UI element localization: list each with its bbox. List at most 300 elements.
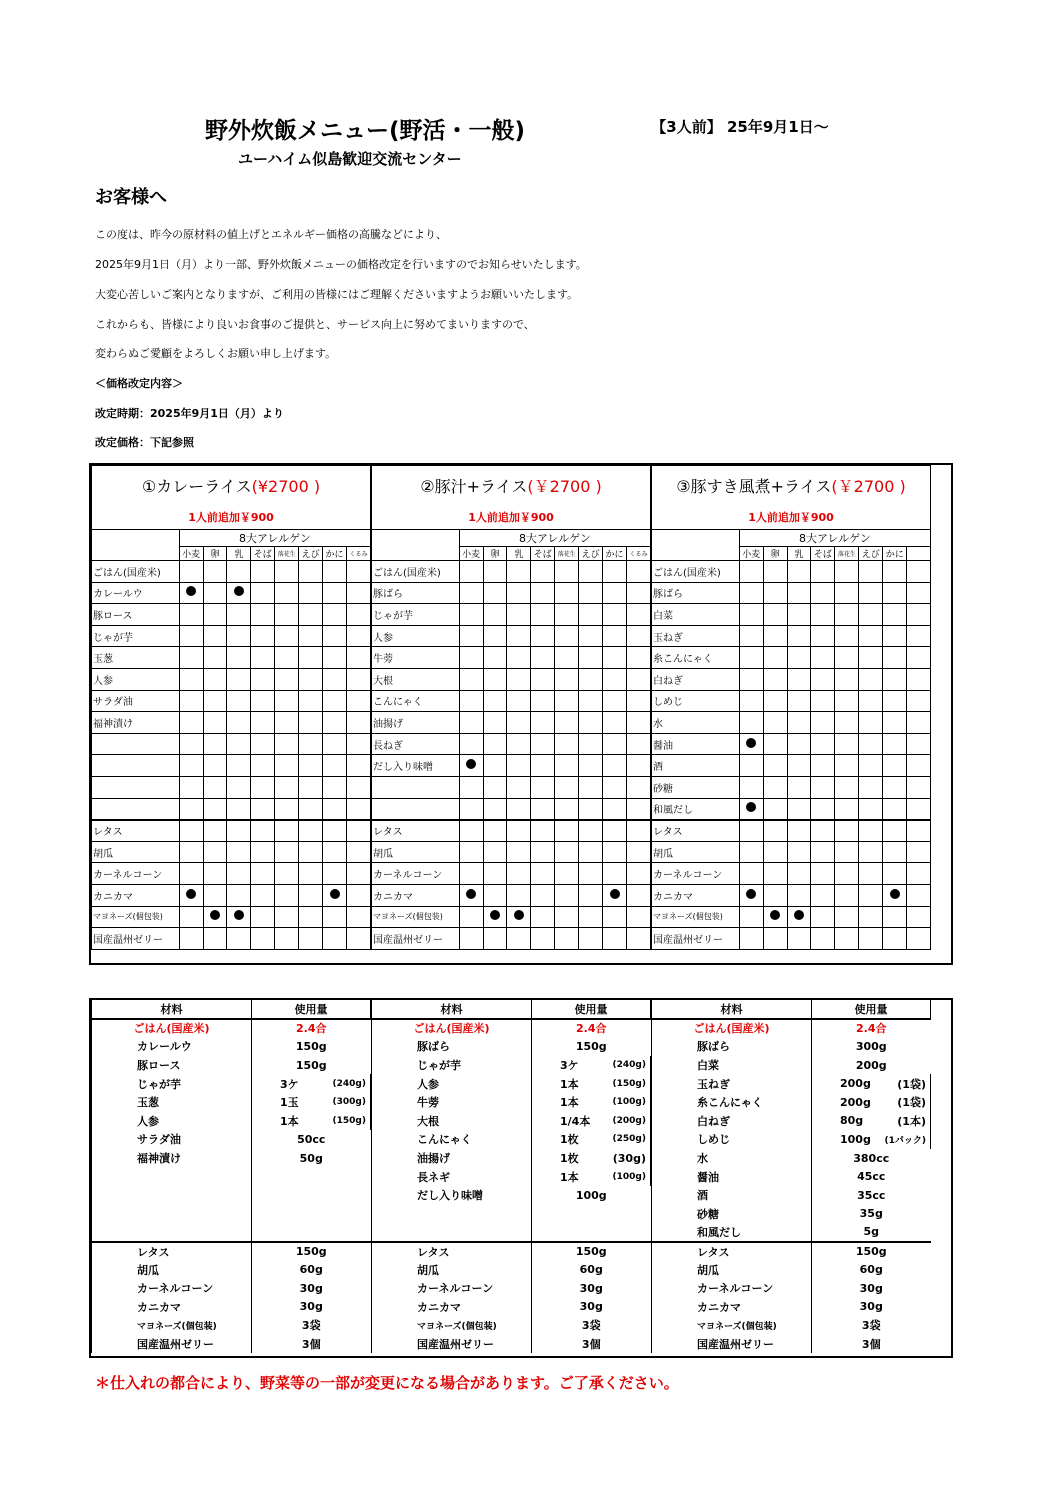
ingredient-amount: 50g [252, 1149, 371, 1168]
allergen-dot-icon [186, 889, 196, 899]
allergen-cell [603, 604, 627, 626]
ingredient-extra: (150g) [312, 1112, 371, 1131]
allergen-row [372, 863, 651, 885]
allergen-cell [507, 928, 531, 950]
allergen-cell [459, 798, 483, 820]
allergen-cell [579, 733, 603, 755]
allergen-cell [787, 755, 811, 777]
ingredient-row [372, 1074, 651, 1093]
revision-heading: ＜価格改定内容＞ [95, 377, 183, 390]
allergen-cell [859, 647, 883, 669]
allergen-cell [739, 668, 763, 690]
ingredient-amount: 3ケ [252, 1074, 312, 1093]
allergen-cell [787, 906, 811, 928]
allergen-cell [859, 733, 883, 755]
allergen-cell [739, 733, 763, 755]
allergen-row [652, 841, 931, 863]
allergen-cell [787, 712, 811, 734]
allergen-cell [531, 561, 555, 583]
allergen-label: 小麦 [459, 547, 483, 561]
allergen-cell [227, 668, 251, 690]
allergen-cell [627, 647, 651, 669]
allergen-label: 小麦 [739, 547, 763, 561]
ingredient-row [372, 1223, 651, 1242]
allergen-row [92, 863, 371, 885]
menu-price: (￥2700 ) [527, 477, 602, 497]
allergen-cell [203, 668, 227, 690]
ingredient-name: カーネルコーン [92, 1279, 252, 1298]
ingredient-amount [532, 1205, 651, 1224]
item-header-blank [92, 530, 180, 561]
ingredient-amount [532, 1223, 651, 1242]
item-name: 大根 [372, 668, 460, 690]
allergen-cell [811, 798, 835, 820]
allergen-cell [627, 712, 651, 734]
ingredient-grid [651, 1000, 931, 1353]
allergen-cell [883, 647, 907, 669]
allergen-cell [835, 625, 859, 647]
ingredient-row [652, 1019, 931, 1038]
ingredient-amount: 3袋 [252, 1316, 371, 1335]
allergen-cell [627, 863, 651, 885]
item-name: 醤油 [652, 733, 740, 755]
amount-header: 使用量 [252, 1000, 371, 1019]
allergen-cell [811, 582, 835, 604]
allergen-cell [299, 582, 323, 604]
allergen-cell [763, 690, 787, 712]
item-name: カーネルコーン [92, 863, 180, 885]
allergen-cell [603, 884, 627, 906]
ingredient-name: 砂糖 [652, 1205, 812, 1224]
ingredient-extra: (150g) [592, 1074, 651, 1093]
allergen-cell [627, 733, 651, 755]
allergen-dot-icon [330, 889, 340, 899]
allergen-cell [347, 884, 371, 906]
allergen-cell [179, 755, 203, 777]
allergen-cell [907, 647, 931, 669]
allergen-cell [507, 755, 531, 777]
allergen-row [652, 712, 931, 734]
item-name: 酒 [652, 755, 740, 777]
ingredient-amount: 35g [812, 1205, 931, 1224]
item-name: 白菜 [652, 604, 740, 626]
allergen-cell [507, 863, 531, 885]
allergen-cell [179, 733, 203, 755]
allergen-cell [251, 668, 275, 690]
allergen-cell [251, 863, 275, 885]
allergen-cell [811, 625, 835, 647]
ingredient-row [92, 1316, 371, 1335]
ingredient-amount [252, 1186, 371, 1205]
allergen-header: 8大アレルゲン [179, 530, 370, 547]
allergen-cell [299, 625, 323, 647]
menu-title [372, 466, 651, 506]
ingredient-row [92, 1112, 371, 1131]
allergen-cell [299, 690, 323, 712]
ingredient-name: 人参 [372, 1074, 532, 1093]
allergen-label: えび [299, 547, 323, 561]
allergen-header: 8大アレルゲン [739, 530, 930, 547]
allergen-cell [347, 733, 371, 755]
allergen-cell [203, 582, 227, 604]
allergen-dot-icon [746, 738, 756, 748]
allergen-cell [299, 820, 323, 842]
allergen-cell [179, 668, 203, 690]
allergen-cell [627, 625, 651, 647]
allergen-cell [323, 863, 347, 885]
ingredient-row [652, 1186, 931, 1205]
allergen-row [652, 776, 931, 798]
ingredient-name [92, 1186, 252, 1205]
allergen-row [652, 906, 931, 928]
allergen-cell [579, 928, 603, 950]
allergen-label: そば [251, 547, 275, 561]
allergen-cell [203, 755, 227, 777]
allergen-row [92, 906, 371, 928]
allergen-cell [811, 906, 835, 928]
allergen-cell [251, 690, 275, 712]
menu-ingredient-column [371, 1000, 651, 1356]
allergen-cell [763, 625, 787, 647]
item-name: ごはん(国産米) [372, 561, 460, 583]
allergen-cell [275, 668, 299, 690]
ingredient-row [652, 1205, 931, 1224]
allergen-row [652, 755, 931, 777]
ingredient-name [372, 1223, 532, 1242]
allergen-cell [459, 820, 483, 842]
ingredient-row [652, 1316, 931, 1335]
allergen-row [92, 884, 371, 906]
ingredient-name: サラダ油 [92, 1130, 252, 1149]
allergen-cell [907, 820, 931, 842]
allergen-cell [251, 928, 275, 950]
allergen-cell [323, 906, 347, 928]
allergen-row [372, 647, 651, 669]
allergen-cell [179, 863, 203, 885]
allergen-row [372, 798, 651, 820]
ingredient-name: 人参 [92, 1112, 252, 1131]
item-name: 胡瓜 [372, 841, 460, 863]
allergen-cell [227, 776, 251, 798]
ingredient-row [372, 1149, 651, 1168]
ingredient-amount: 30g [532, 1298, 651, 1317]
allergen-cell [579, 712, 603, 734]
allergen-row [92, 668, 371, 690]
allergen-cell [251, 798, 275, 820]
allergen-cell [603, 906, 627, 928]
allergen-cell [811, 561, 835, 583]
allergen-cell [227, 841, 251, 863]
allergen-cell [835, 798, 859, 820]
allergen-row [92, 561, 371, 583]
ingredient-name: 国産温州ゼリー [372, 1335, 532, 1354]
amount-header: 使用量 [812, 1000, 931, 1019]
allergen-cell [835, 712, 859, 734]
ingredient-name: カーネルコーン [372, 1279, 532, 1298]
ingredient-amount: 300g [812, 1037, 931, 1056]
ingredient-amount: 1枚 [532, 1149, 592, 1168]
allergen-cell [459, 906, 483, 928]
allergen-cell [227, 604, 251, 626]
ingredient-extra: (240g) [312, 1074, 371, 1093]
allergen-cell [507, 625, 531, 647]
ingredient-row [92, 1205, 371, 1224]
ingredient-row [652, 1074, 931, 1093]
allergen-cell [275, 906, 299, 928]
allergen-cell [483, 884, 507, 906]
allergen-cell [579, 668, 603, 690]
allergen-cell [883, 863, 907, 885]
allergen-cell [739, 690, 763, 712]
ingredient-row [372, 1056, 651, 1075]
menu-price: (￥2700 ) [831, 477, 906, 497]
allergen-cell [579, 625, 603, 647]
allergen-cell [347, 647, 371, 669]
allergen-row [372, 582, 651, 604]
menu-allergen-column [651, 465, 931, 963]
allergen-cell [347, 798, 371, 820]
notice-line: 大変心苦しいご案内となりますが、ご利用の皆様にはご理解くださいますようお願いいたします。 [95, 288, 579, 301]
allergen-cell [203, 712, 227, 734]
item-name: カニカマ [652, 884, 740, 906]
allergen-cell [251, 625, 275, 647]
allergen-row [92, 582, 371, 604]
allergen-cell [627, 690, 651, 712]
notice-line: この度は、昨今の原材料の値上げとエネルギー価格の高騰などにより、 [95, 228, 447, 241]
allergen-dot-icon [234, 586, 244, 596]
item-name: じゃが芋 [372, 604, 460, 626]
ingredient-amount: 30g [252, 1298, 371, 1317]
ingredient-name: カレールウ [92, 1037, 252, 1056]
allergen-row [652, 561, 931, 583]
ingredient-name: マヨネーズ(個包装) [92, 1316, 252, 1335]
ingredient-amount: 200g [812, 1093, 872, 1112]
allergen-cell [251, 647, 275, 669]
allergen-row [372, 841, 651, 863]
ingredient-row [652, 1112, 931, 1131]
allergen-label: えび [859, 547, 883, 561]
allergen-cell [835, 906, 859, 928]
ingredient-extra: (200g) [592, 1112, 651, 1131]
allergen-cell [835, 863, 859, 885]
allergen-cell [603, 863, 627, 885]
allergen-cell [251, 582, 275, 604]
allergen-cell [179, 690, 203, 712]
ingredient-name: カニカマ [372, 1298, 532, 1317]
ingredient-row [92, 1186, 371, 1205]
item-name: しめじ [652, 690, 740, 712]
menu-name: ②豚汁+ライス [420, 477, 528, 497]
allergen-cell [579, 582, 603, 604]
allergen-cell [763, 798, 787, 820]
allergen-cell [763, 884, 787, 906]
ingredient-extra: (1袋) [872, 1093, 931, 1112]
allergen-cell [763, 582, 787, 604]
ingredient-amount: 5g [812, 1223, 931, 1242]
item-name: カニカマ [372, 884, 460, 906]
ingredient-name: じゃが芋 [92, 1074, 252, 1093]
allergen-dot-icon [186, 586, 196, 596]
allergen-cell [907, 561, 931, 583]
menu-allergen-column [91, 465, 371, 963]
allergen-cell [275, 604, 299, 626]
allergen-cell [323, 668, 347, 690]
ingredient-name: 福神漬け [92, 1149, 252, 1168]
ingredient-amount: 3袋 [812, 1316, 931, 1335]
ingredient-name: 豚ロース [92, 1056, 252, 1075]
allergen-label: そば [531, 547, 555, 561]
footer-note: ＊仕入れの都合により、野菜等の一部が変更になる場合があります。ご了承ください。 [95, 1374, 679, 1392]
ingredient-amount: 60g [252, 1260, 371, 1279]
allergen-cell [883, 733, 907, 755]
allergen-cell [859, 561, 883, 583]
allergen-cell [579, 776, 603, 798]
allergen-row [92, 820, 371, 842]
allergen-row [652, 668, 931, 690]
allergen-cell [531, 668, 555, 690]
ingredient-row [372, 1093, 651, 1112]
allergen-cell [739, 863, 763, 885]
item-name: レタス [372, 820, 460, 842]
ingredient-name: ごはん(国産米) [372, 1019, 532, 1038]
allergen-cell [859, 798, 883, 820]
allergen-cell [507, 841, 531, 863]
allergen-cell [323, 561, 347, 583]
allergen-label [907, 547, 931, 561]
allergen-cell [459, 647, 483, 669]
item-name: 白ねぎ [652, 668, 740, 690]
allergen-cell [907, 668, 931, 690]
ingredient-amount: 1本 [252, 1112, 312, 1131]
allergen-cell [811, 733, 835, 755]
item-name: マヨネーズ(個包装) [652, 906, 740, 928]
allergen-cell [227, 712, 251, 734]
ingredient-row [372, 1112, 651, 1131]
allergen-cell [787, 582, 811, 604]
ingredient-name: 胡瓜 [372, 1260, 532, 1279]
allergen-cell [763, 928, 787, 950]
allergen-cell [227, 690, 251, 712]
allergen-cell [179, 604, 203, 626]
allergen-cell [579, 690, 603, 712]
item-name [92, 733, 180, 755]
ingredient-extra: (300g) [312, 1093, 371, 1112]
allergen-cell [739, 625, 763, 647]
allergen-cell [531, 798, 555, 820]
ingredient-extra: (1パック) [872, 1130, 931, 1149]
ingredient-name: レタス [92, 1242, 252, 1261]
additional-price: 1人前追加￥900 [92, 506, 371, 530]
allergen-cell [555, 712, 579, 734]
ingredient-amount: 380cc [812, 1149, 931, 1168]
allergen-cell [299, 604, 323, 626]
allergen-cell [507, 647, 531, 669]
ingredient-row [92, 1242, 371, 1261]
allergen-cell [275, 884, 299, 906]
ingredient-name [92, 1223, 252, 1242]
allergen-cell [275, 712, 299, 734]
menu-name: ③豚すき風煮+ライス [676, 477, 832, 497]
allergen-cell [859, 690, 883, 712]
allergen-cell [275, 863, 299, 885]
allergen-row [372, 755, 651, 777]
ingredient-row [92, 1037, 371, 1056]
menu-title [92, 466, 371, 506]
allergen-dot-icon [234, 910, 244, 920]
allergen-cell [459, 863, 483, 885]
allergen-cell [203, 841, 227, 863]
allergen-cell [323, 928, 347, 950]
allergen-cell [203, 647, 227, 669]
item-name: じゃが芋 [92, 625, 180, 647]
ingredient-amount: 1本 [532, 1093, 592, 1112]
ingredient-name: 水 [652, 1149, 812, 1168]
ingredient-amount: 100g [812, 1130, 872, 1149]
allergen-cell [531, 733, 555, 755]
allergen-cell [227, 625, 251, 647]
allergen-cell [555, 863, 579, 885]
allergen-cell [603, 647, 627, 669]
allergen-cell [347, 928, 371, 950]
ingredient-amount: 30g [252, 1279, 371, 1298]
allergen-cell [907, 690, 931, 712]
page-title: 野外炊飯メニュー(野活・一般) [205, 118, 526, 144]
allergen-cell [627, 841, 651, 863]
allergen-label: 卵 [483, 547, 507, 561]
ingredient-name: 玉葱 [92, 1093, 252, 1112]
allergen-cell [251, 561, 275, 583]
allergen-cell [531, 863, 555, 885]
ingredient-amount: 150g [532, 1037, 651, 1056]
allergen-cell [883, 820, 907, 842]
allergen-cell [203, 884, 227, 906]
allergen-cell [787, 884, 811, 906]
ingredient-row [372, 1130, 651, 1149]
allergen-cell [531, 712, 555, 734]
allergen-cell [459, 884, 483, 906]
allergen-cell [907, 755, 931, 777]
ingredient-extra: (250g) [592, 1130, 651, 1149]
allergen-cell [883, 582, 907, 604]
allergen-cell [251, 712, 275, 734]
allergen-cell [907, 928, 931, 950]
allergen-cell [907, 863, 931, 885]
allergen-cell [227, 755, 251, 777]
ingredient-amount: 150g [532, 1242, 651, 1261]
ingredient-amount: 150g [252, 1037, 371, 1056]
allergen-cell [227, 928, 251, 950]
allergen-cell [555, 582, 579, 604]
item-name: 胡瓜 [92, 841, 180, 863]
ingredient-amount: 30g [812, 1298, 931, 1317]
ingredient-amount: 200g [812, 1074, 872, 1093]
item-name: 豚ばら [652, 582, 740, 604]
allergen-cell [251, 604, 275, 626]
allergen-cell [531, 884, 555, 906]
allergen-cell [603, 841, 627, 863]
allergen-cell [531, 776, 555, 798]
item-name: 人参 [92, 668, 180, 690]
allergen-cell [179, 582, 203, 604]
allergen-cell [787, 928, 811, 950]
allergen-cell [179, 712, 203, 734]
ingredient-name: 牛蒡 [372, 1093, 532, 1112]
allergen-cell [323, 755, 347, 777]
allergen-cell [483, 712, 507, 734]
allergen-cell [507, 690, 531, 712]
item-name: 国産温州ゼリー [92, 928, 180, 950]
allergen-cell [739, 647, 763, 669]
